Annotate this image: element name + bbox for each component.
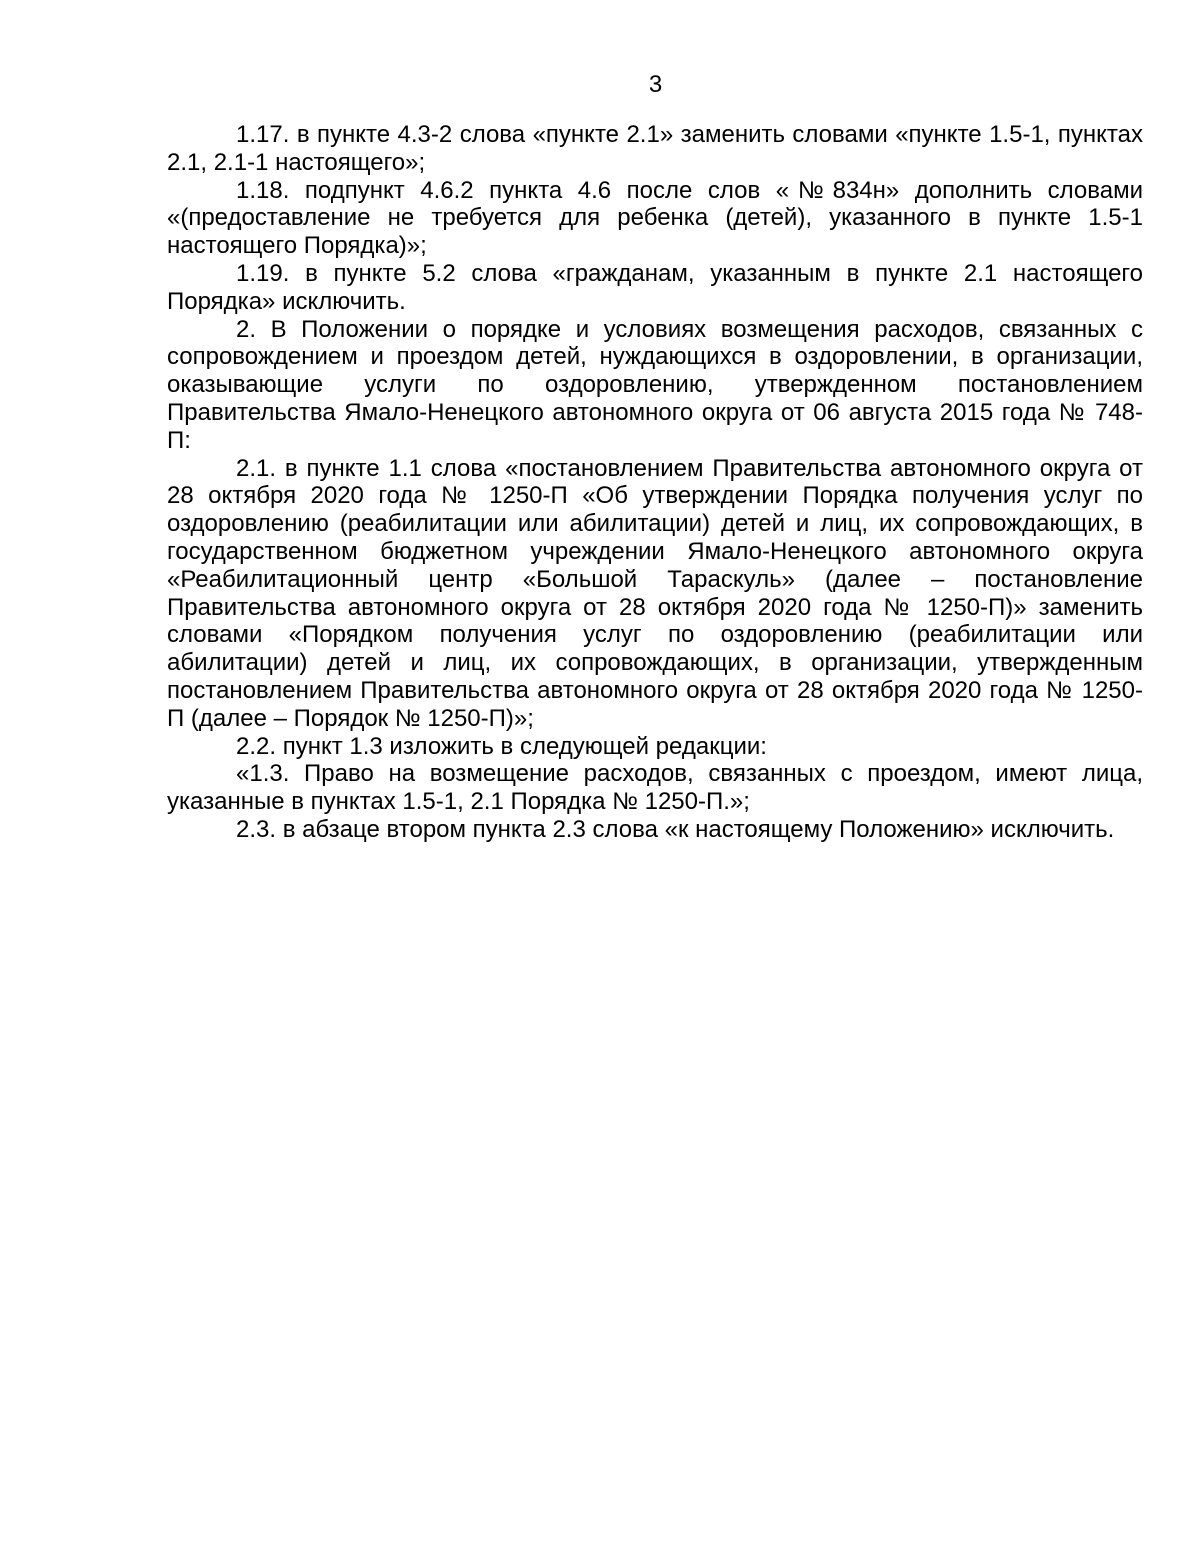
- paragraph-2-2: 2.2. пункт 1.3 изложить в следующей редакции:: [236, 732, 767, 760]
- paragraph-2: 2. В Положении о порядке и условиях возмещения расходов, связанных с сопровождением и проездом детей, нуждающихся в оздоровлении, в организации, оказывающие услуги по оздоровлению, утвержденном постановлением Правительства Ямало-Ненецкого автономного округа от 06 августа 2015 года № 748-П:: [167, 315, 1143, 454]
- paragraph-1-19: 1.19. в пункте 5.2 слова «гражданам, указанным в пункте 2.1 настоящего Порядка» исключить.: [167, 259, 1143, 315]
- paragraph-2-1: 2.1. в пункте 1.1 слова «постановлением Правительства автономного округа от 28 октября 2020 года № 1250-П «Об утверждении Порядка получения услуг по оздоровлению (реабилитации или абилитации) детей и лиц, их сопровождающих, в государственном бюджетном учреждении Ямало-Ненецкого автономного округа «Реабилитационный центр «Большой Тараскуль» (далее – постановление Правительства автономного округа от 28 октября 2020 года № 1250-П)» заменить словами «Порядком получения услуг по оздоровлению (реабилитации или абилитации) детей и лиц, их сопровождающих, в организации, утвержденным постановлением Правительства автономного округа от 28 октября 2020 года № 1250-П (далее – Порядок № 1250-П)»;: [167, 454, 1143, 732]
- paragraph-1-3-quote: «1.3. Право на возмещение расходов, связанных с проездом, имеют лица, указанные в пунктах 1.5-1, 2.1 Порядка № 1250-П.»;: [167, 760, 1143, 816]
- paragraph-1-17: 1.17. в пункте 4.3-2 слова «пункте 2.1» заменить словами «пункте 1.5-1, пунктах 2.1, 2.1-1 настоящего»;: [167, 121, 1143, 176]
- page-number: 3: [648, 71, 663, 98]
- document-body: [167, 121, 1143, 844]
- paragraph-2-3: 2.3. в абзаце втором пункта 2.3 слова «к настоящему Положению» исключить.: [236, 815, 1115, 843]
- paragraph-1-18: 1.18. подпункт 4.6.2 пункта 4.6 после слов «№834н» дополнить словами «(предоставление не требуется для ребенка (детей), указанного в пункте 1.5-1 настоящего Порядка)»;: [167, 176, 1143, 260]
